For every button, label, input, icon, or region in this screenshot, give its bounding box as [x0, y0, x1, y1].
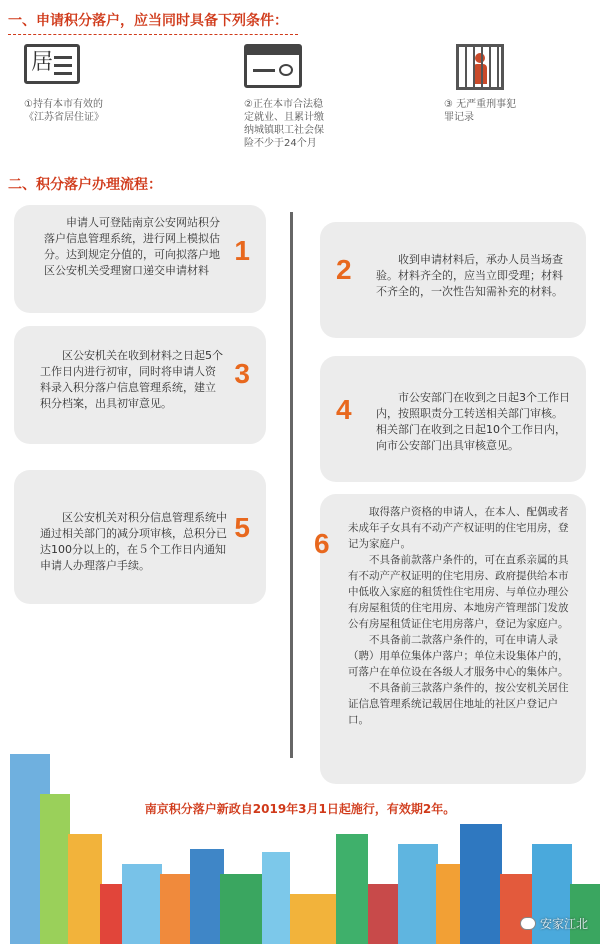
title-divider: [8, 34, 298, 35]
step-number: 2: [336, 254, 352, 285]
brand-name: 安家江北: [539, 917, 588, 931]
step-number: 4: [336, 394, 352, 425]
step-number: 6: [314, 528, 330, 559]
step-text: 区公安机关在收到材料之日起5个工作日内进行初审，同时将申请人资料录入积分落户信息管理系统，建立积分档案，出具初审意见。: [40, 349, 223, 410]
step-text: 市公安部门在收到之日起3个工作日内，按照职责分工转送相关部门审核。相关部门在收到之日起10个工作日内，向市公安部门出具审核意见。: [376, 391, 570, 452]
step-card-3: [14, 326, 266, 444]
condition-caption: ①持有本市有效的《江苏省居住证》: [24, 99, 104, 123]
timeline-line: [290, 212, 293, 758]
condition-social-insurance: [244, 44, 394, 150]
id-card-icon: 居: [24, 44, 84, 92]
step-paragraph: 取得落户资格的申请人，在本人、配偶或者未成年子女具有不动产产权证明的住宅用房，登记为家庭户。: [348, 506, 569, 550]
step-card-6: [314, 494, 586, 784]
wechat-icon: [520, 917, 536, 930]
step-card-5: [14, 470, 266, 604]
condition-caption: ③ 无严重刑事犯罪记录: [444, 99, 517, 123]
step-number: 1: [234, 235, 250, 266]
step-text: 申请人可登陆南京公安网站积分落户信息管理系统，进行网上模拟估分。达到规定分值的，可向拟落户地区公安机关受理窗口递交申请材料: [44, 216, 220, 277]
step-card-4: [320, 356, 586, 482]
step-paragraph: 不具备前三款落户条件的，按公安机关居住证信息管理系统记载居住地址的社区户登记户口。: [348, 682, 569, 726]
jail-icon: [456, 44, 516, 92]
step-paragraph: 不具备前二款落户条件的，可在申请人录（聘）用单位集体户落户；单位未设集体户的，可落户在单位设在各级人才服务中心的集体户。: [348, 634, 569, 678]
condition-no-criminal-record: [444, 44, 594, 124]
bank-card-icon: [244, 44, 304, 92]
brand-watermark: [520, 915, 588, 932]
step-card-2: [320, 222, 586, 338]
step-paragraph: 不具备前款落户条件的，可在直系亲属的具有不动产产权证明的住宅用房、政府提供给本市中低收入家庭的租赁性住宅用房、与单位办理公有房屋租赁的住宅用房、本地房产管理部门发放公有房屋租赁证住宅用房落户，登记为家庭户。: [348, 554, 569, 630]
city-skyline-illustration: [0, 750, 600, 944]
step-text: 收到申请材料后，承办人员当场查验。材料齐全的，应当立即受理；材料不齐全的，一次性告知需补充的材料。: [376, 253, 563, 298]
step-card-1: [14, 205, 266, 313]
step-text: [348, 504, 574, 728]
notice-effective-date: 南京积分落户新政自2019年3月1日起施行，有效期2年。: [144, 802, 456, 816]
step-number: 3: [234, 358, 250, 389]
section-title-process: 二、积分落户办理流程：: [8, 177, 162, 193]
condition-caption: ②正在本市合法稳定就业、且累计缴纳城镇职工社会保险不少于24个月: [244, 99, 324, 149]
condition-residence-permit: [24, 44, 174, 124]
step-number: 5: [234, 512, 250, 543]
step-text: 区公安机关对积分信息管理系统中通过相关部门的减分项审核，总积分已达100分以上的，在５个工作日内通知申请人办理落户手续。: [40, 511, 227, 572]
section-title-conditions: 一、申请积分落户，应当同时具备下列条件：: [8, 13, 288, 29]
